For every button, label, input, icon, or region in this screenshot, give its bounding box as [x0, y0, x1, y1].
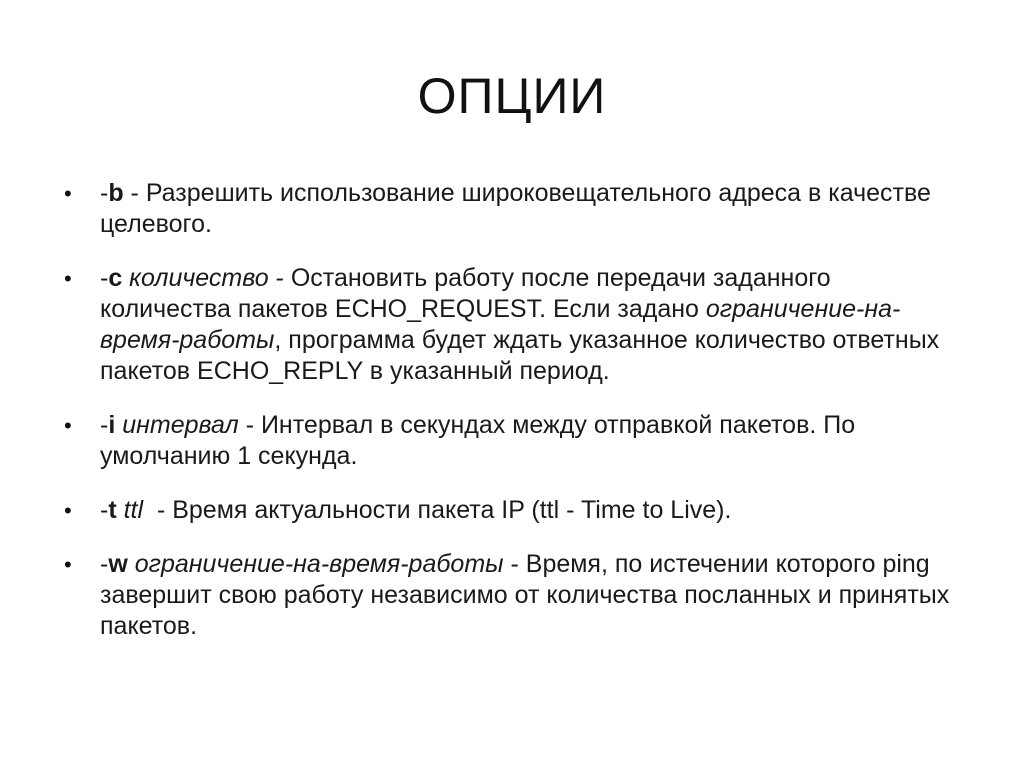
option-description: - Разрешить использование широковещательного адреса в качестве целевого. [100, 179, 931, 238]
bullet-icon: • [64, 552, 72, 577]
list-item-option-i [64, 410, 964, 472]
option-flag: c [108, 264, 123, 292]
option-argument: ограничение-на-время-работы [127, 550, 504, 578]
bullet-icon: • [64, 498, 72, 523]
option-text [100, 178, 964, 240]
option-description: - Интервал в секундах между отправкой пакетов. По умолчанию 1 секунда. [100, 411, 856, 470]
option-prefix: - [100, 179, 109, 207]
option-flag: b [108, 179, 124, 207]
option-flag: i [108, 411, 116, 439]
option-description: - Время, по истечении которого ping завершит свою работу независимо от количества посланных и принятых пакетов. [100, 550, 950, 640]
option-flag: w [108, 550, 128, 578]
option-prefix: - [100, 550, 109, 578]
option-text [100, 495, 964, 526]
list-item-option-t [64, 495, 964, 526]
option-text [100, 549, 964, 642]
bullet-icon: • [64, 181, 72, 206]
option-description-italic: ограничение-на-время-работы [100, 295, 901, 354]
list-item-option-c [64, 263, 964, 387]
option-argument: ttl [116, 496, 144, 524]
list-item-option-b [64, 178, 964, 240]
bullet-icon: • [64, 266, 72, 291]
slide-title: ОПЦИИ [417, 68, 607, 124]
option-text [100, 263, 964, 387]
option-prefix: - [100, 496, 109, 524]
option-flag: t [108, 496, 117, 524]
list-item-option-w [64, 549, 964, 642]
option-description: - Время актуальности пакета IP (ttl - Time to Live). [143, 496, 732, 524]
option-description-part1: - Остановить работу после передачи заданного количества пакетов ECHO_REQUEST. Если задано [100, 264, 831, 323]
option-prefix: - [100, 411, 109, 439]
option-prefix: - [100, 264, 109, 292]
option-text [100, 410, 964, 472]
option-argument: количество [122, 264, 269, 292]
option-argument: интервал [115, 411, 239, 439]
option-description-part2: , программа будет ждать указанное количество ответных пакетов ECHO_REPLY в указанный период. [100, 326, 940, 385]
options-list [64, 178, 964, 665]
bullet-icon: • [64, 413, 72, 438]
